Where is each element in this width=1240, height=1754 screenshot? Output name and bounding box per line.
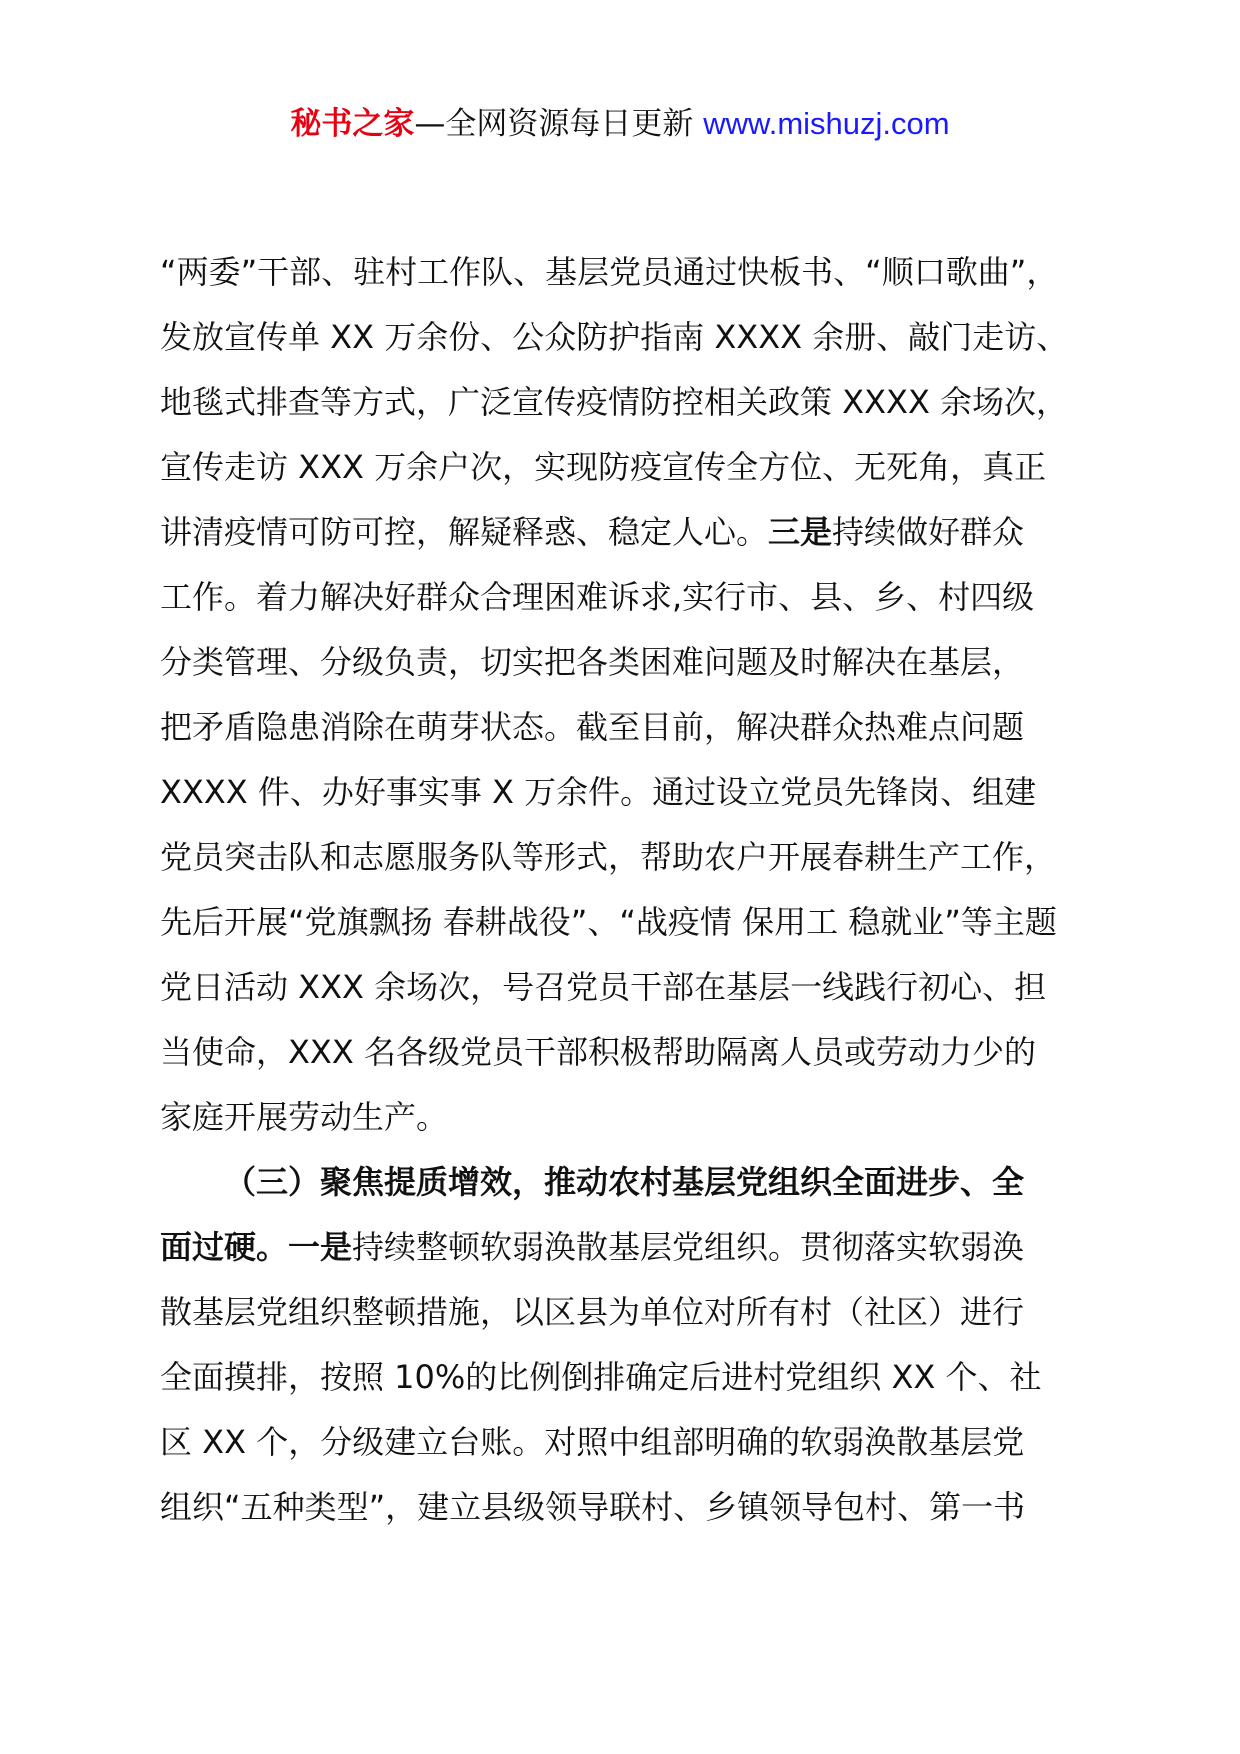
- text-line: [160, 955, 1100, 1020]
- text-run: 发放宣传单 XX 万余份、公众防护指南 XXXX 余册、敲门走访、: [160, 318, 1069, 356]
- text-line: [160, 305, 1100, 370]
- text-run: “两委”干部、驻村工作队、基层党员通过快板书、“顺口歌曲”，: [160, 253, 1059, 291]
- text-line: [160, 1020, 1100, 1085]
- text-line: [160, 435, 1100, 500]
- text-line: [160, 1410, 1100, 1475]
- text-run: 工作。着力解决好群众合理困难诉求,实行市、县、乡、村四级: [160, 578, 1035, 616]
- section-heading-line: [160, 1150, 1100, 1215]
- document-body: [160, 240, 1100, 1540]
- bold-text-run: 三是: [768, 513, 833, 551]
- section-heading: （三）聚焦提质增效，推动农村基层党组织全面进步、全: [224, 1163, 1025, 1201]
- site-url: www.mishuzj.com: [703, 106, 950, 141]
- text-line: [160, 565, 1100, 630]
- site-header: [0, 104, 1240, 144]
- text-run: 家庭开展劳动生产。: [160, 1098, 449, 1136]
- text-line: [160, 630, 1100, 695]
- text-run: 党员突击队和志愿服务队等形式，帮助农户开展春耕生产工作，: [160, 838, 1057, 876]
- text-run: 全面摸排，按照 10%的比例倒排确定后进村党组织 XX 个、社: [160, 1358, 1042, 1396]
- text-run: 组织“五种类型”，建立县级领导联村、乡镇领导包村、第一书: [160, 1488, 1026, 1526]
- text-line: [160, 1085, 1100, 1150]
- text-run: 宣传走访 XXX 万余户次，实现防疫宣传全方位、无死角，真正: [160, 448, 1047, 486]
- text-run: 讲清疫情可防可控，解疑释惑、稳定人心。: [160, 513, 769, 551]
- text-line: [160, 1215, 1100, 1280]
- text-run: 分类管理、分级负责，切实把各类困难问题及时解决在基层，: [160, 643, 1025, 681]
- text-line: [160, 1345, 1100, 1410]
- text-run: XXXX 件、办好事实事 X 万余件。通过设立党员先锋岗、组建: [160, 773, 1037, 811]
- site-tagline: —全网资源每日更新: [414, 106, 704, 142]
- text-run: 把矛盾隐患消除在萌芽状态。截至目前，解决群众热难点问题: [160, 708, 1025, 746]
- text-run: 散基层党组织整顿措施，以区县为单位对所有村（社区）进行: [160, 1293, 1025, 1331]
- text-run: 先后开展“党旗飘扬 春耕战役”、“战疫情 保用工 稳就业”等主题: [160, 903, 1057, 941]
- text-run: 持续整顿软弱涣散基层党组织。贯彻落实软弱涣: [352, 1228, 1025, 1266]
- text-line: [160, 1280, 1100, 1345]
- text-run: 地毯式排查等方式，广泛宣传疫情防控相关政策 XXXX 余场次，: [160, 383, 1069, 421]
- text-line: [160, 825, 1100, 890]
- site-brand: 秘书之家: [290, 106, 415, 142]
- text-line: [160, 1475, 1100, 1540]
- text-run: 持续做好群众: [832, 513, 1025, 551]
- text-line: [160, 370, 1100, 435]
- text-run: 党日活动 XXX 余场次，号召党员干部在基层一线践行初心、担: [160, 968, 1047, 1006]
- text-line: [160, 695, 1100, 760]
- bold-text-run: 面过硬。一是: [160, 1228, 353, 1266]
- text-run: 当使命，XXX 名各级党员干部积极帮助隔离人员或劳动力少的: [160, 1033, 1036, 1071]
- text-line: [160, 890, 1100, 955]
- text-line: [160, 760, 1100, 825]
- text-line: [160, 500, 1100, 565]
- text-line: [160, 240, 1100, 305]
- text-run: 区 XX 个，分级建立台账。对照中组部明确的软弱涣散基层党: [160, 1423, 1025, 1461]
